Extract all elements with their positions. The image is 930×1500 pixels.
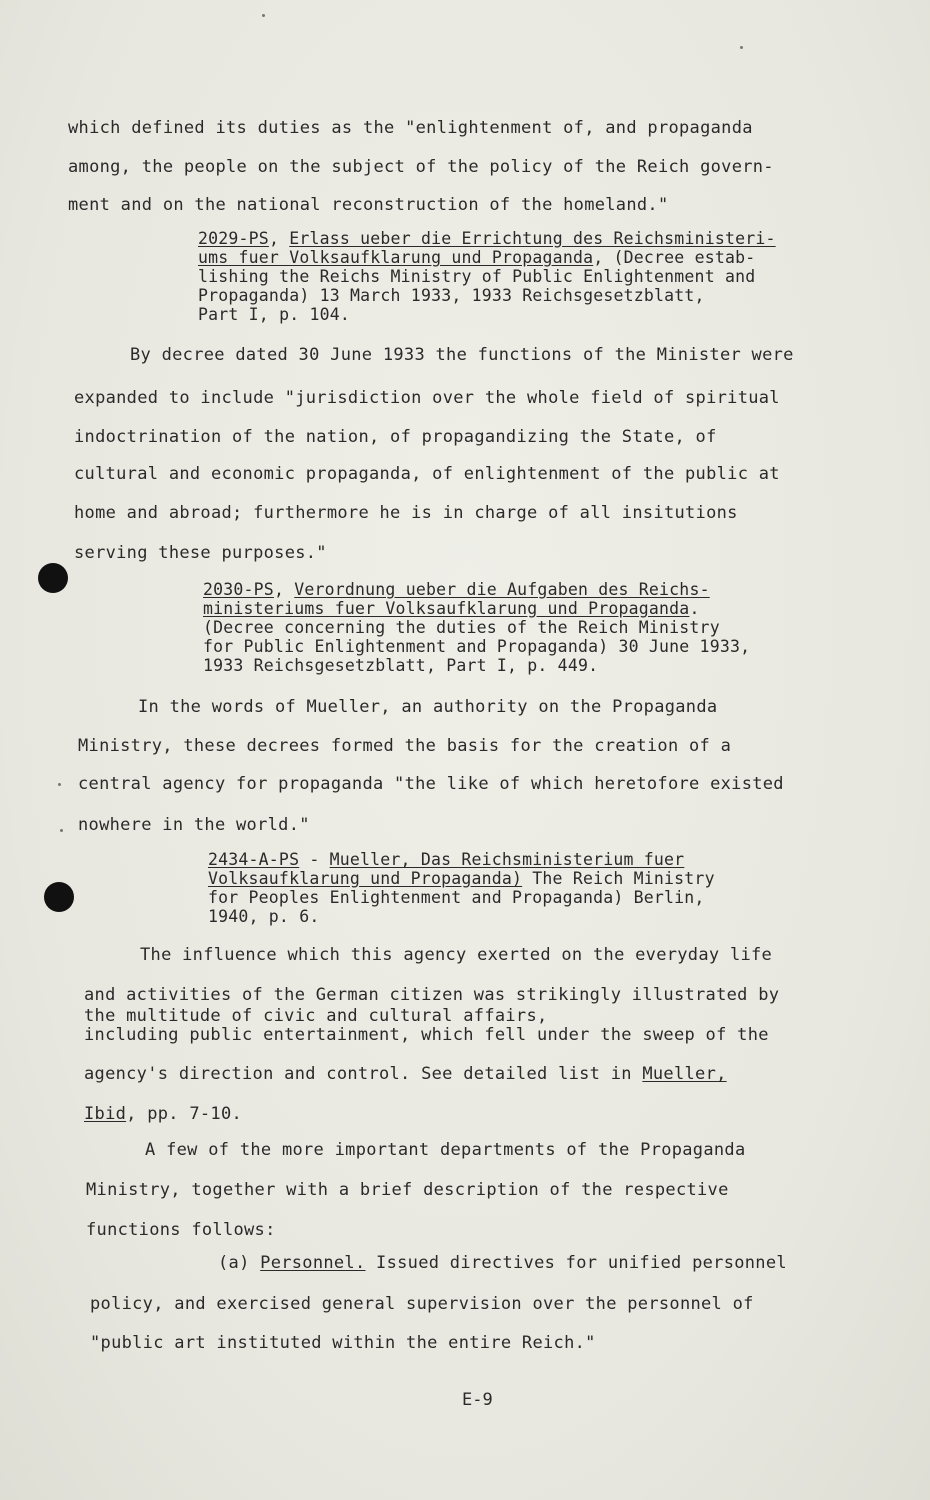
section-heading: Personnel. xyxy=(260,1253,366,1273)
body-line: home and abroad; furthermore he is in charge of all insitutions xyxy=(74,503,738,523)
body-line: cultural and economic propaganda, of enlightenment of the public at xyxy=(74,464,780,484)
page-number: E-9 xyxy=(462,1390,493,1410)
body-line: which defined its duties as the "enlightenment of, and propaganda xyxy=(68,118,753,138)
body-line: The influence which this agency exerted on the everyday life xyxy=(140,945,773,965)
body-line: agency's direction and control. See detailed list in Mueller, xyxy=(84,1064,727,1084)
body-line: ment and on the national reconstruction of the homeland." xyxy=(68,195,669,215)
inline-citation: Ibid xyxy=(84,1104,127,1124)
body-line: "public art instituted within the entire Reich." xyxy=(90,1333,596,1353)
body-line: indoctrination of the nation, of propagandizing the State, of xyxy=(74,427,717,447)
body-line: By decree dated 30 June 1933 the functions of the Minister were xyxy=(130,345,794,365)
citation-2434-a-ps: 2434-A-PS - Mueller, Das Reichsministerium fuer Volksaufklarung und Propaganda) The Reich Ministry for Peoples Enlightenment and Propaganda) Berlin, 1940, p. 6. xyxy=(208,850,715,926)
citation-ref: 2029-PS xyxy=(198,229,269,248)
citation-title: Erlass ueber die Errichtung des Reichsministeri- xyxy=(289,229,776,248)
body-line: including public entertainment, which fell under the sweep of the xyxy=(84,1025,769,1045)
body-line: functions follows: xyxy=(86,1220,276,1240)
body-line: Ministry, these decrees formed the basis for the creation of a xyxy=(78,736,732,756)
citation-2030-ps: 2030-PS, Verordnung ueber die Aufgaben des Reichs- ministeriums fuer Volksaufklarung und Propaganda. (Decree concerning the duties of the Reich Ministry for Public Enlightenment and Propaganda) 30 June 1933, 1933 Reichsgesetzblatt, Part I, p. 449. xyxy=(203,580,751,675)
citation-title: Mueller, Das Reichsministerium fuer xyxy=(329,850,685,869)
body-line: In the words of Mueller, an authority on the Propaganda xyxy=(138,697,718,717)
citation-ref: 2030-PS xyxy=(203,580,274,599)
citation-ref: 2434-A-PS xyxy=(208,850,300,869)
citation-title: Volksaufklarung und Propaganda) xyxy=(208,869,523,888)
body-line: among, the people on the subject of the policy of the Reich govern- xyxy=(68,157,774,177)
binder-hole-bottom xyxy=(44,882,74,912)
body-line: the multitude of civic and cultural affairs, xyxy=(84,1006,548,1026)
binder-hole-top xyxy=(38,563,68,593)
body-line: policy, and exercised general supervision over the personnel of xyxy=(90,1294,754,1314)
body-line: and activities of the German citizen was strikingly illustrated by xyxy=(84,985,780,1005)
body-line: Ibid, pp. 7-10. xyxy=(84,1104,243,1124)
citation-title: Verordnung ueber die Aufgaben des Reichs- xyxy=(294,580,710,599)
body-line: expanded to include "jurisdiction over the whole field of spiritual xyxy=(74,388,780,408)
body-line: nowhere in the world." xyxy=(78,815,310,835)
paper-speck xyxy=(740,46,743,49)
paper-speck xyxy=(262,14,265,17)
inline-citation: Mueller, xyxy=(642,1064,727,1084)
paper-speck xyxy=(58,783,61,786)
citation-title: ministeriums fuer Volksaufklarung und Propaganda xyxy=(203,599,690,618)
body-line: Ministry, together with a brief description of the respective xyxy=(86,1180,729,1200)
body-line: (a) Personnel. Issued directives for unified personnel xyxy=(218,1253,787,1273)
citation-title: ums fuer Volksaufklarung und Propaganda xyxy=(198,248,594,267)
paper-speck xyxy=(60,829,63,832)
body-line: A few of the more important departments of the Propaganda xyxy=(145,1140,746,1160)
body-line: serving these purposes." xyxy=(74,543,327,563)
body-line: central agency for propaganda "the like of which heretofore existed xyxy=(78,774,784,794)
citation-2029-ps: 2029-PS, Erlass ueber die Errichtung des Reichsministeri- ums fuer Volksaufklarung und Propaganda, (Decree estab- lishing the Reichs Ministry of Public Enlightenment and Propaganda) 13 March 1933, 1933 Reichsgesetzblatt, Part I, p. 104. xyxy=(198,229,776,324)
